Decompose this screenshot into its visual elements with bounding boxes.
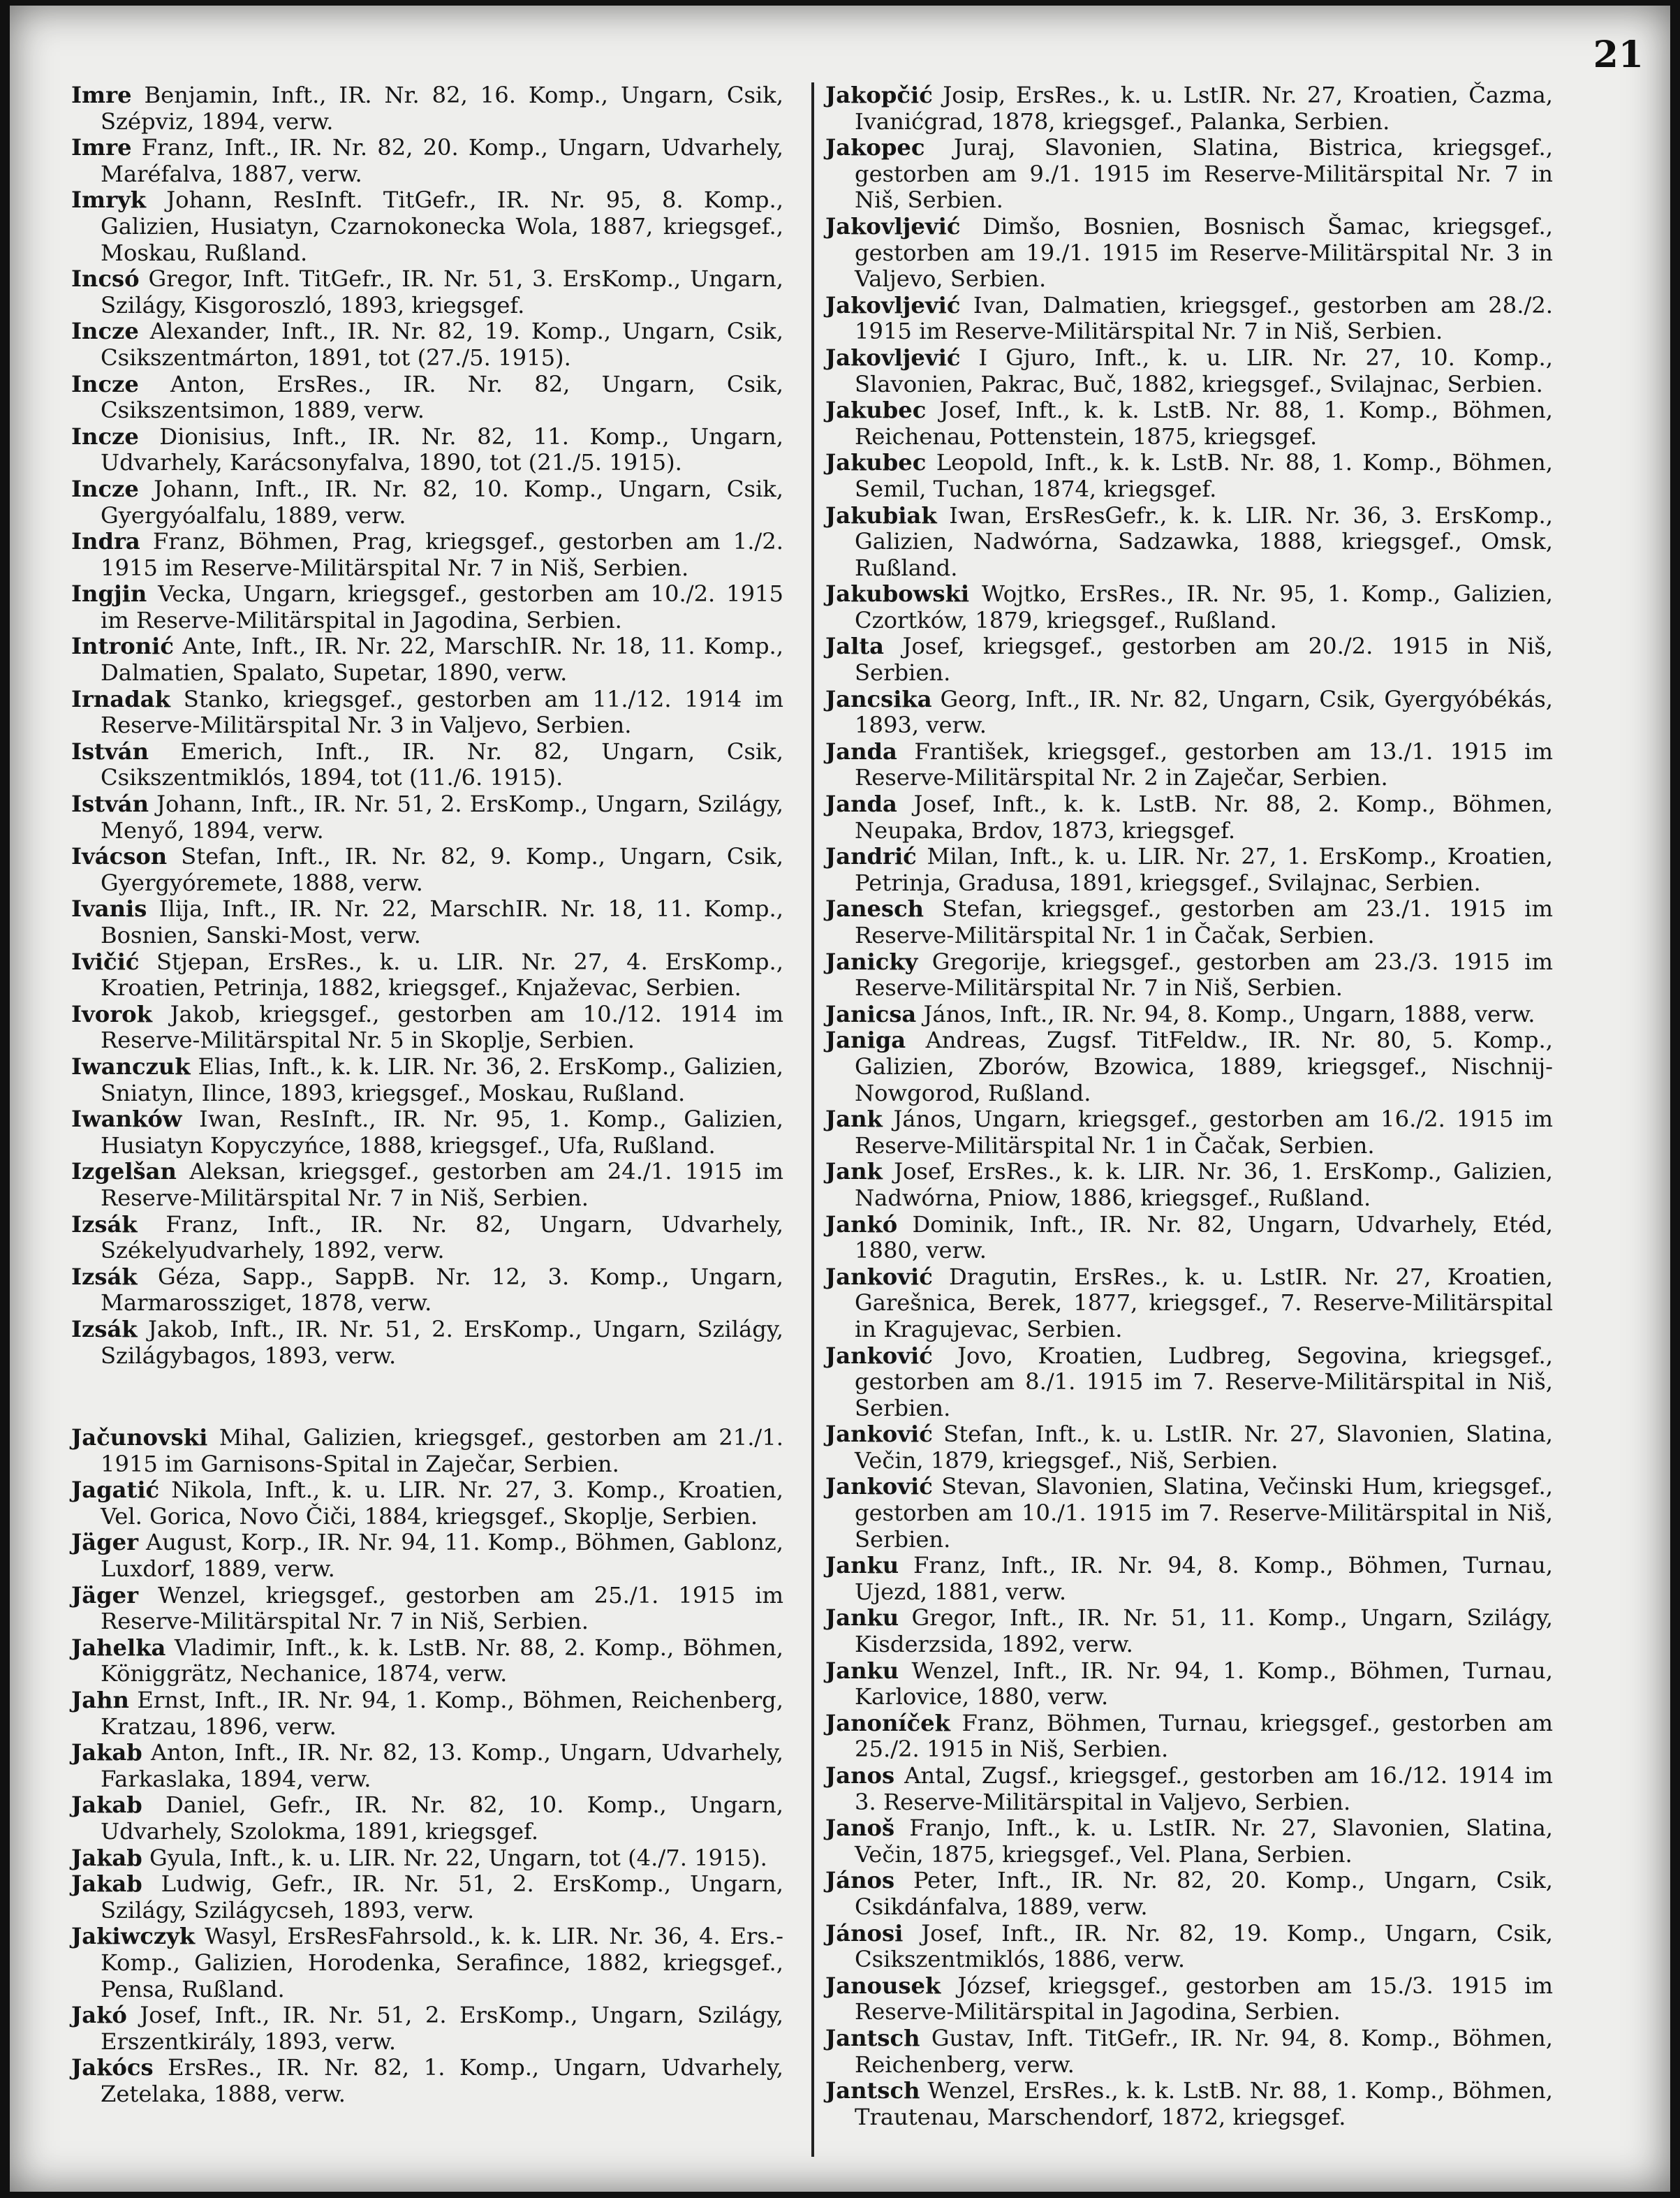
entry-surname: János <box>825 1867 895 1894</box>
entry-details: Géza, Sapp., SappB. Nr. 12, 3. Komp., Ungarn, Marmarossziget, 1878, verw. <box>101 1263 783 1317</box>
entry-details: ErsRes., IR. Nr. 82, 1. Komp., Ungarn, Udvarhely, Zetelaka, 1888, verw. <box>101 2054 783 2107</box>
list-entry <box>71 949 783 1002</box>
entry-surname: Jakab <box>71 1739 142 1766</box>
entry-surname: Jakubowski <box>825 580 970 608</box>
list-entry <box>71 633 783 686</box>
entry-surname: Ivorok <box>71 1000 152 1027</box>
list-entry <box>71 1530 783 1582</box>
entry-surname: Izsák <box>71 1210 138 1238</box>
list-entry <box>71 1212 783 1264</box>
entry-surname: Jahn <box>71 1687 129 1714</box>
entry-surname: Jandrić <box>825 843 917 870</box>
entry-surname: Jakab <box>71 1792 142 1819</box>
list-entry <box>71 1159 783 1211</box>
list-entry <box>71 739 783 791</box>
list-entry <box>825 450 1553 502</box>
list-entry <box>825 2078 1553 2130</box>
entry-details: Josef, Inft., IR. Nr. 51, 2. ErsKomp., Ungarn, Szilágy, Erszentkirály, 1893, verw. <box>101 2002 784 2055</box>
list-entry <box>71 1477 783 1530</box>
entry-surname: Janković <box>825 1342 933 1369</box>
left-column-section-i <box>71 82 783 1369</box>
entry-surname: Jakócs <box>71 2054 154 2081</box>
entry-surname: Janicsa <box>825 1000 917 1027</box>
list-entry <box>71 82 783 135</box>
list-entry <box>825 293 1553 345</box>
list-entry <box>825 1815 1553 1868</box>
list-entry <box>825 1343 1553 1422</box>
entry-details: August, Korp., IR. Nr. 94, 11. Komp., Böhmen, Gablonz, Luxdorf, 1889, verw. <box>101 1529 783 1583</box>
entry-surname: Jakovljević <box>825 291 961 318</box>
entry-surname: Jánosi <box>825 1919 904 1947</box>
entry-surname: Izgelšan <box>71 1158 177 1185</box>
list-entry <box>825 1973 1553 2025</box>
list-entry <box>71 2002 783 2055</box>
entry-details: Vladimir, Inft., k. k. LstB. Nr. 88, 2. Komp., Böhmen, Königgrätz, Nechanice, 1874, verw. <box>101 1634 783 1687</box>
entry-surname: Incsó <box>71 265 140 293</box>
list-entry <box>71 1740 783 1792</box>
entry-details: Mihal, Galizien, kriegsgef., gestorben am 21./1. 1915 im Garnisons-Spital in Zaječar, Serbien. <box>101 1424 783 1477</box>
entry-details: Wenzel, Inft., IR. Nr. 94, 1. Komp., Böhmen, Turnau, Karlovice, 1880, verw. <box>855 1657 1553 1710</box>
list-entry <box>71 2055 783 2107</box>
entry-details: Alexander, Inft., IR. Nr. 82, 19. Komp., Ungarn, Csik, Csikszentmárton, 1891, tot (27./5. 1915). <box>101 318 783 371</box>
entry-surname: Janiga <box>825 1027 906 1054</box>
entry-details: Dimšo, Bosnien, Bosnisch Šamac, kriegsgef., gestorben am 19./1. 1915 im Reserve-Militärspital Nr. 3 in Valjevo, Serbien. <box>855 212 1554 293</box>
entry-details: József, kriegsgef., gestorben am 15./3. 1915 im Reserve-Militärspital in Jagodina, Serbien. <box>855 1972 1554 2025</box>
list-entry <box>825 1264 1553 1343</box>
entry-details: Franz, Inft., IR. Nr. 82, 20. Komp., Ungarn, Udvarhely, Maréfalva, 1887, verw. <box>101 134 784 187</box>
entry-details: Ilija, Inft., IR. Nr. 22, MarschIR. Nr. 18, 11. Komp., Bosnien, Sanski-Most, verw. <box>101 895 784 948</box>
entry-surname: Janoníček <box>825 1709 950 1736</box>
list-entry <box>71 1425 783 1477</box>
entry-details: Ante, Inft., IR. Nr. 22, MarschIR. Nr. 18, 11. Komp., Dalmatien, Spalato, Supetar, 1890, verw. <box>101 633 784 687</box>
entry-surname: Janković <box>825 1473 933 1500</box>
entry-surname: Incze <box>71 318 139 345</box>
entry-surname: Iwanków <box>71 1106 182 1133</box>
list-entry <box>71 529 783 581</box>
entry-details: Franz, Böhmen, Prag, kriegsgef., gestorben am 1./2. 1915 im Reserve-Militärspital Nr. 7 in Niš, Serbien. <box>101 528 783 581</box>
entry-surname: Jakopec <box>825 134 925 161</box>
entry-surname: Jakubec <box>825 449 927 476</box>
list-entry <box>71 687 783 739</box>
entry-details: Daniel, Gefr., IR. Nr. 82, 10. Komp., Ungarn, Udvarhely, Szolokma, 1891, kriegsgef. <box>101 1792 783 1845</box>
entry-details: Dragutin, ErsRes., k. u. LstIR. Nr. 27, Kroatien, Garešnica, Berek, 1877, kriegsgef., 7. Reserve-Militärspital in Kragujevac, Serbien. <box>855 1263 1553 1342</box>
entry-surname: Jakubiak <box>825 501 937 529</box>
entry-surname: Jakab <box>71 1870 142 1898</box>
entry-surname: Janković <box>825 1263 933 1290</box>
entry-details: Nikola, Inft., k. u. LIR. Nr. 27, 3. Komp., Kroatien, Vel. Gorica, Novo Čiči, 1884, kriegsgef., Skoplje, Serbien. <box>101 1477 783 1530</box>
entry-surname: Imre <box>71 134 132 161</box>
entry-details: Gregor, Inft., IR. Nr. 51, 11. Komp., Ungarn, Szilágy, Kisderzsida, 1892, verw. <box>855 1604 1553 1658</box>
list-entry <box>825 503 1553 582</box>
entry-details: Iwan, ErsResGefr., k. k. LIR. Nr. 36, 3. ErsKomp., Galizien, Nadwórna, Sadzawka, 1888, kriegsgef., Omsk, Rußland. <box>855 501 1553 581</box>
entry-details: Josef, Inft., k. k. LstB. Nr. 88, 1. Komp., Böhmen, Reichenau, Pottenstein, 1875, kriegsgef. <box>855 397 1553 450</box>
entry-details: Franz, Inft., IR. Nr. 94, 8. Komp., Böhmen, Turnau, Ujezd, 1881, verw. <box>855 1552 1554 1605</box>
entry-details: Josef, kriegsgef., gestorben am 20./2. 1915 in Niš, Serbien. <box>855 633 1554 687</box>
entry-details: Josef, ErsRes., k. k. LIR. Nr. 36, 1. ErsKomp., Galizien, Nadwórna, Pniow, 1886, kriegsgef., Rußland. <box>855 1158 1553 1211</box>
entry-details: Milan, Inft., k. u. LIR. Nr. 27, 1. ErsKomp., Kroatien, Petrinja, Gradusa, 1891, kriegsgef., Svilajnac, Serbien. <box>855 843 1554 896</box>
left-column <box>71 82 783 2108</box>
entry-surname: Intronić <box>71 633 174 660</box>
entry-surname: Incze <box>71 370 139 397</box>
entry-surname: Jank <box>825 1106 883 1133</box>
entry-surname: Incze <box>71 475 139 502</box>
list-entry <box>71 844 783 896</box>
entry-surname: Jakovljević <box>825 212 961 240</box>
list-entry <box>825 844 1553 896</box>
entry-details: Andreas, Zugsf. TitFeldw., IR. Nr. 80, 5. Komp., Galizien, Zborów, Bzowica, 1889, kriegsgef., Nischnij-Nowgorod, Rußland. <box>855 1027 1553 1106</box>
right-column <box>825 82 1553 2130</box>
list-entry <box>825 2025 1553 2078</box>
entry-surname: Ivanis <box>71 895 147 923</box>
list-entry <box>71 135 783 187</box>
entry-details: Johann, ResInft. TitGefr., IR. Nr. 95, 8. Komp., Galizien, Husiatyn, Czarnokonecka Wola, 1887, kriegsgef., Moskau, Rußland. <box>101 186 784 266</box>
entry-surname: Imryk <box>71 186 147 214</box>
entry-details: Gustav, Inft. TitGefr., IR. Nr. 94, 8. Komp., Böhmen, Reichenberg, verw. <box>855 2024 1553 2078</box>
list-entry <box>825 1921 1553 1973</box>
entry-details: Stevan, Slavonien, Slatina, Večinski Hum, kriegsgef., gestorben am 10./1. 1915 im 7. Reserve-Militärspital in Niš, Serbien. <box>855 1473 1553 1553</box>
entry-details: Jakob, kriegsgef., gestorben am 10./12. 1914 im Reserve-Militärspital Nr. 5 in Skoplje, Serbien. <box>101 1000 784 1054</box>
entry-surname: Incze <box>71 423 139 450</box>
entry-details: I Gjuro, Inft., k. u. LIR. Nr. 27, 10. Komp., Slavonien, Pakrac, Buč, 1882, kriegsgef., Svilajnac, Serbien. <box>855 344 1553 397</box>
entry-surname: Jakó <box>71 2002 127 2029</box>
entry-details: Stefan, Inft., IR. Nr. 82, 9. Komp., Ungarn, Csik, Gyergyóremete, 1888, verw. <box>101 843 783 896</box>
entry-details: Gregor, Inft. TitGefr., IR. Nr. 51, 3. ErsKomp., Ungarn, Szilágy, Kisgoroszló, 1893, kriegsgef. <box>101 265 783 318</box>
list-entry <box>825 1710 1553 1763</box>
list-entry <box>71 1687 783 1740</box>
entry-details: Gyula, Inft., k. u. LIR. Nr. 22, Ungarn, tot (4./7. 1915). <box>149 1844 767 1871</box>
list-entry <box>71 1792 783 1845</box>
list-entry <box>71 1924 783 2002</box>
entry-details: Franjo, Inft., k. u. LstIR. Nr. 27, Slavonien, Slatina, Večin, 1875, kriegsgef., Vel. Plana, Serbien. <box>855 1815 1553 1868</box>
entry-surname: Janicky <box>825 948 918 975</box>
entry-surname: Jačunovski <box>71 1424 208 1451</box>
entry-surname: Janousek <box>825 1972 941 1999</box>
entry-details: Peter, Inft., IR. Nr. 82, 20. Komp., Ungarn, Csik, Csikdánfalva, 1889, verw. <box>855 1867 1553 1920</box>
entry-surname: István <box>71 738 149 765</box>
entry-surname: István <box>71 791 149 818</box>
entry-details: Ludwig, Gefr., IR. Nr. 51, 2. ErsKomp., Ungarn, Szilágy, Szilágycseh, 1893, verw. <box>101 1870 783 1924</box>
entry-details: Ernst, Inft., IR. Nr. 94, 1. Komp., Böhmen, Reichenberg, Kratzau, 1896, verw. <box>101 1687 783 1740</box>
list-entry <box>825 633 1553 686</box>
entry-surname: Jahelka <box>71 1634 166 1661</box>
list-entry <box>71 476 783 529</box>
scanned-page <box>10 6 1670 2192</box>
entry-details: Juraj, Slavonien, Slatina, Bistrica, kriegsgef., gestorben am 9./1. 1915 im Reserve-Militärspital Nr. 7 in Niš, Serbien. <box>855 134 1553 214</box>
list-entry <box>825 1605 1553 1657</box>
list-entry <box>825 791 1553 844</box>
list-entry <box>825 82 1553 135</box>
entry-surname: Jakovljević <box>825 344 961 371</box>
entry-details: Wojtko, ErsRes., IR. Nr. 95, 1. Komp., Galizien, Czortków, 1879, kriegsgef., Rußland. <box>855 580 1553 633</box>
entry-surname: Ivácson <box>71 843 168 870</box>
entry-surname: Ivičić <box>71 948 140 975</box>
entry-details: Stanko, kriegsgef., gestorben am 11./12. 1914 im Reserve-Militärspital Nr. 3 in Valjevo, Serbien. <box>101 685 783 739</box>
list-entry <box>825 1474 1553 1553</box>
entry-surname: Indra <box>71 528 140 555</box>
entry-details: Anton, Inft., IR. Nr. 82, 13. Komp., Ungarn, Udvarhely, Farkaslaka, 1894, verw. <box>101 1739 784 1792</box>
list-entry <box>825 345 1553 397</box>
entry-surname: Jakab <box>71 1844 142 1871</box>
entry-details: Georg, Inft., IR. Nr. 82, Ungarn, Csik, Gyergyóbékás, 1893, verw. <box>855 685 1554 739</box>
entry-details: Gregorije, kriegsgef., gestorben am 23./3. 1915 im Reserve-Militärspital Nr. 7 in Niš, Serbien. <box>855 948 1553 1002</box>
list-entry <box>825 687 1553 739</box>
list-entry <box>71 791 783 844</box>
list-entry <box>71 1871 783 1924</box>
list-entry <box>825 581 1553 633</box>
entry-details: Ivan, Dalmatien, kriegsgef., gestorben am 28./2. 1915 im Reserve-Militärspital Nr. 7 in Niš, Serbien. <box>855 291 1553 345</box>
list-entry <box>825 949 1553 1002</box>
entry-details: Dominik, Inft., IR. Nr. 82, Ungarn, Udvarhely, Etéd, 1880, verw. <box>855 1210 1553 1264</box>
list-entry <box>71 1317 783 1369</box>
section-gap <box>71 1369 783 1425</box>
list-entry <box>71 1583 783 1635</box>
entry-surname: Janku <box>825 1657 899 1684</box>
entry-details: Wenzel, kriegsgef., gestorben am 25./1. 1915 im Reserve-Militärspital Nr. 7 in Niš, Serbien. <box>101 1581 783 1635</box>
entry-surname: Izsák <box>71 1263 138 1290</box>
entry-surname: Janos <box>825 1762 895 1789</box>
entry-surname: Jantsch <box>825 2077 920 2104</box>
entry-details: Benjamin, Inft., IR. Nr. 82, 16. Komp., Ungarn, Csik, Szépviz, 1894, verw. <box>101 82 784 135</box>
list-entry <box>71 318 783 371</box>
entry-surname: Jank <box>825 1158 883 1185</box>
entry-details: Jakob, Inft., IR. Nr. 51, 2. ErsKomp., Ungarn, Szilágy, Szilágybagos, 1893, verw. <box>101 1315 784 1369</box>
list-entry <box>825 1159 1553 1211</box>
entry-details: Stefan, kriegsgef., gestorben am 23./1. 1915 im Reserve-Militärspital Nr. 1 in Čačak, Serbien. <box>855 895 1554 948</box>
entry-surname: Janesch <box>825 895 924 923</box>
entry-surname: Janku <box>825 1604 899 1632</box>
entry-details: Franz, Böhmen, Turnau, kriegsgef., gestorben am 25./2. 1915 in Niš, Serbien. <box>855 1709 1554 1763</box>
column-divider <box>811 82 814 2157</box>
list-entry <box>71 1002 783 1054</box>
list-entry <box>71 266 783 318</box>
list-entry <box>825 135 1553 214</box>
list-entry <box>71 1635 783 1687</box>
entry-surname: Janda <box>825 791 897 818</box>
list-entry <box>825 1553 1553 1605</box>
entry-details: Wenzel, ErsRes., k. k. LstB. Nr. 88, 1. Komp., Böhmen, Trautenau, Marschendorf, 1872, kriegsgef. <box>855 2077 1553 2130</box>
entry-surname: Izsák <box>71 1315 138 1342</box>
entry-details: Iwan, ResInft., IR. Nr. 95, 1. Komp., Galizien, Husiatyn Kopyczyńce, 1888, kriegsgef., Ufa, Rußland. <box>101 1106 784 1159</box>
entry-details: Leopold, Inft., k. k. LstB. Nr. 88, 1. Komp., Böhmen, Semil, Tuchan, 1874, kriegsgef. <box>855 449 1553 502</box>
entry-details: Josef, Inft., k. k. LstB. Nr. 88, 2. Komp., Böhmen, Neupaka, Brdov, 1873, kriegsgef. <box>855 791 1553 844</box>
entry-surname: Jäger <box>71 1529 139 1556</box>
entry-details: Jovo, Kroatien, Ludbreg, Segovina, kriegsgef., gestorben am 8./1. 1915 im 7. Reserve-Militärspital in Niš, Serbien. <box>855 1342 1554 1421</box>
entry-surname: Jakubec <box>825 397 927 424</box>
list-entry <box>825 1002 1553 1028</box>
entry-surname: Jantsch <box>825 2024 920 2051</box>
page-number: 21 <box>1593 34 1644 76</box>
entry-surname: Janoš <box>825 1815 895 1842</box>
entry-details: Anton, ErsRes., IR. Nr. 82, Ungarn, Csik, Csikszentsimon, 1889, verw. <box>101 370 784 424</box>
entry-details: Stjepan, ErsRes., k. u. LIR. Nr. 27, 4. ErsKomp., Kroatien, Petrinja, 1882, kriegsgef., Knjaževac, Serbien. <box>101 948 783 1002</box>
entry-surname: Irnadak <box>71 685 170 712</box>
entry-surname: Janković <box>825 1421 933 1448</box>
entry-details: František, kriegsgef., gestorben am 13./1. 1915 im Reserve-Militärspital Nr. 2 in Zaječar, Serbien. <box>855 738 1553 791</box>
list-entry <box>825 739 1553 791</box>
list-entry <box>825 1763 1553 1815</box>
entry-details: János, Ungarn, kriegsgef., gestorben am 16./2. 1915 im Reserve-Militärspital Nr. 1 in Čačak, Serbien. <box>855 1106 1554 1159</box>
entry-surname: Jalta <box>825 633 885 660</box>
entry-surname: Jakopčić <box>825 82 933 108</box>
list-entry <box>71 1054 783 1106</box>
list-entry <box>825 1027 1553 1106</box>
entry-details: Aleksan, kriegsgef., gestorben am 24./1. 1915 im Reserve-Militärspital Nr. 7 in Niš, Serbien. <box>101 1158 783 1211</box>
entry-surname: Jakiwczyk <box>71 1923 196 1950</box>
entry-details: Stefan, Inft., k. u. LstIR. Nr. 27, Slavonien, Slatina, Večin, 1879, kriegsgef., Niš, Serbien. <box>855 1421 1553 1474</box>
list-entry <box>825 214 1553 293</box>
entry-surname: Iwanczuk <box>71 1053 191 1080</box>
entry-details: Dionisius, Inft., IR. Nr. 82, 11. Komp., Ungarn, Udvarhely, Karácsonyfalva, 1890, tot (21./5. 1915). <box>101 423 784 476</box>
entry-details: Josip, ErsRes., k. u. LstIR. Nr. 27, Kroatien, Čazma, Ivanićgrad, 1878, kriegsgef., Palanka, Serbien. <box>855 82 1554 135</box>
entry-details: Emerich, Inft., IR. Nr. 82, Ungarn, Csik, Csikszentmiklós, 1894, tot (11./6. 1915). <box>101 738 783 791</box>
list-entry <box>71 1845 783 1872</box>
list-entry <box>71 1264 783 1317</box>
list-entry <box>71 424 783 476</box>
list-entry <box>825 1106 1553 1159</box>
list-entry <box>71 896 783 948</box>
entry-surname: Jankó <box>825 1210 898 1238</box>
entry-details: Vecka, Ungarn, kriegsgef., gestorben am 10./2. 1915 im Reserve-Militärspital in Jagodina, Serbien. <box>101 580 784 633</box>
list-entry <box>825 896 1553 948</box>
entry-surname: Jancsika <box>825 685 932 712</box>
entry-surname: Jäger <box>71 1581 139 1609</box>
entry-details: Franz, Inft., IR. Nr. 82, Ungarn, Udvarhely, Székelyudvarhely, 1892, verw. <box>101 1210 783 1264</box>
left-column-section-j <box>71 1425 783 2107</box>
entry-surname: Imre <box>71 82 132 108</box>
entry-surname: Janda <box>825 738 897 765</box>
list-entry <box>71 187 783 266</box>
list-entry <box>825 1868 1553 1920</box>
entry-details: Josef, Inft., IR. Nr. 82, 19. Komp., Ungarn, Csik, Csikszentmiklós, 1886, verw. <box>855 1919 1553 1973</box>
entry-details: Wasyl, ErsResFahrsold., k. k. LIR. Nr. 36, 4. Ers.-Komp., Galizien, Horodenka, Serafince, 1882, kriegsgef., Pensa, Rußland. <box>101 1923 784 2002</box>
list-entry <box>71 372 783 424</box>
entry-details: Johann, Inft., IR. Nr. 51, 2. ErsKomp., Ungarn, Szilágy, Menyő, 1894, verw. <box>101 791 784 844</box>
list-entry <box>71 581 783 633</box>
list-entry <box>825 1421 1553 1474</box>
entry-surname: Ingjin <box>71 580 147 608</box>
entry-surname: Janku <box>825 1552 899 1579</box>
entry-details: Johann, Inft., IR. Nr. 82, 10. Komp., Ungarn, Csik, Gyergyóalfalu, 1889, verw. <box>101 475 783 529</box>
list-entry <box>825 1212 1553 1264</box>
entry-surname: Jagatić <box>71 1477 160 1504</box>
list-entry <box>825 1658 1553 1710</box>
entry-details: Elias, Inft., k. k. LIR. Nr. 36, 2. ErsKomp., Galizien, Sniatyn, Ilince, 1893, kriegsgef., Moskau, Rußland. <box>101 1053 784 1106</box>
list-entry <box>825 397 1553 450</box>
entry-details: Antal, Zugsf., kriegsgef., gestorben am 16./12. 1914 im 3. Reserve-Militärspital in Valjevo, Serbien. <box>855 1762 1553 1815</box>
list-entry <box>71 1106 783 1159</box>
entry-details: János, Inft., IR. Nr. 94, 8. Komp., Ungarn, 1888, verw. <box>923 1000 1535 1027</box>
